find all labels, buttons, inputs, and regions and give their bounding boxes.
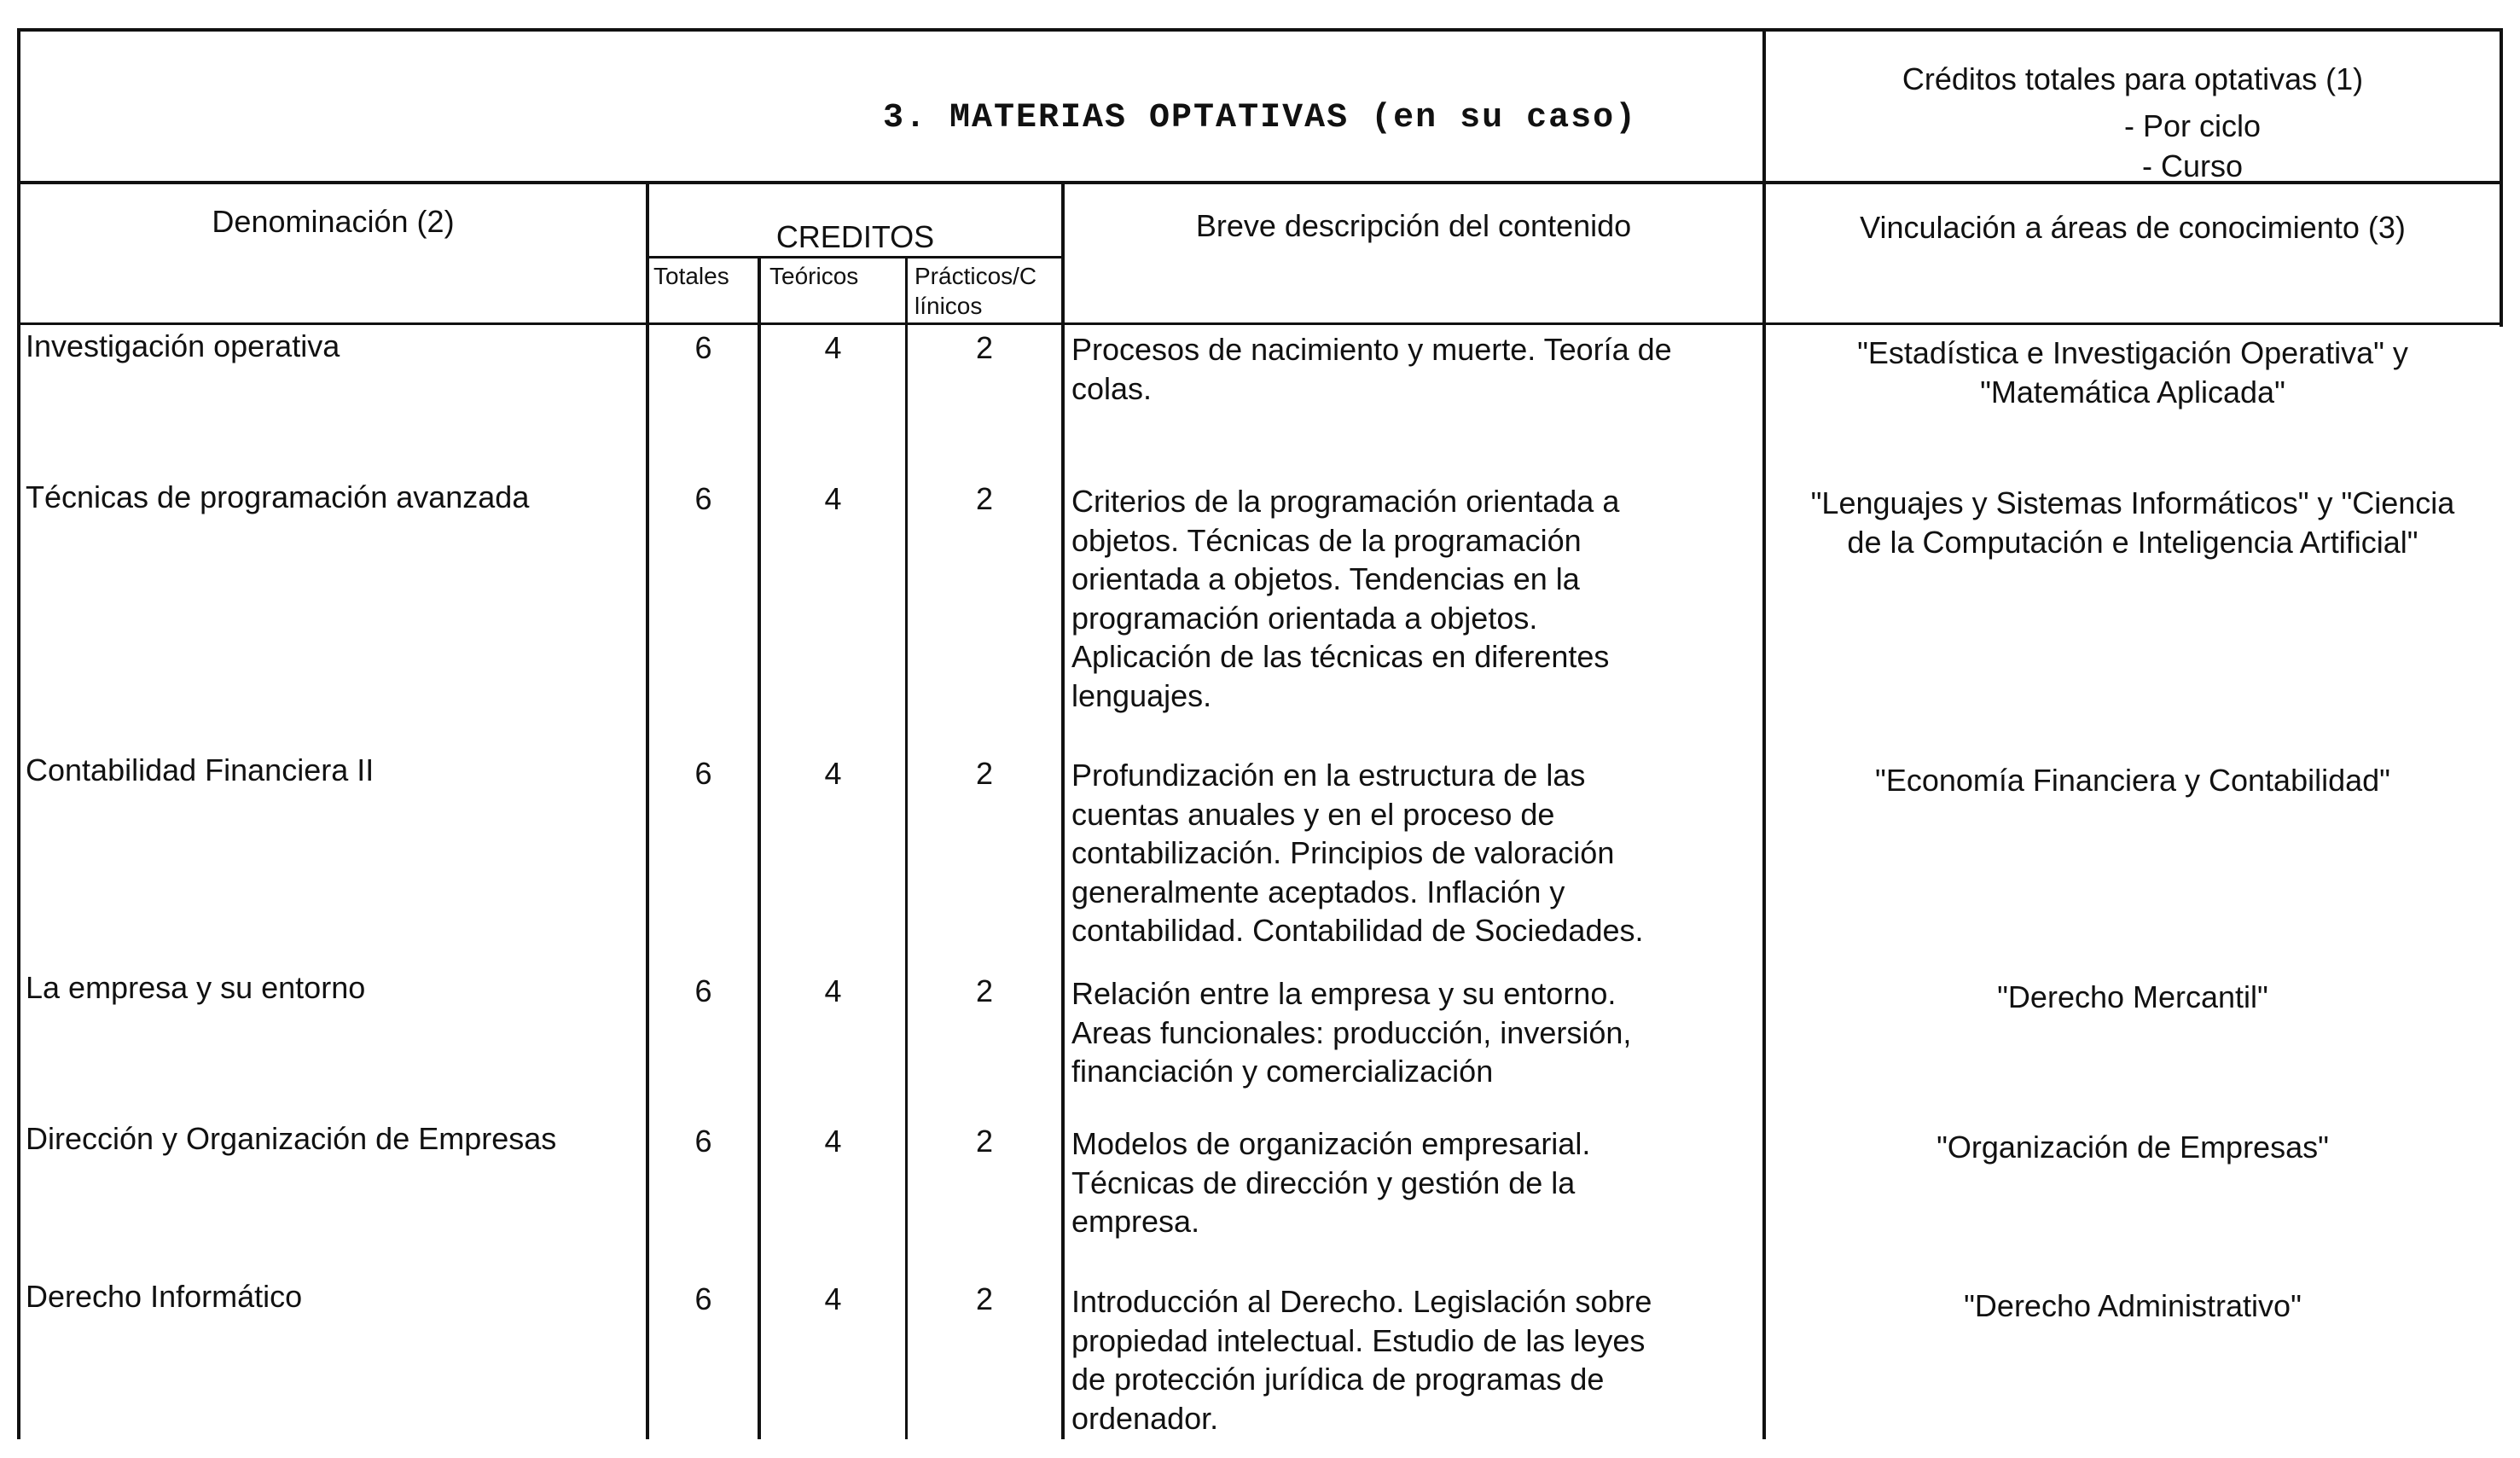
subject-name: Técnicas de programación avanzada	[26, 479, 530, 514]
header-practicos-line1: Prácticos/C	[915, 263, 1037, 289]
section-title: 3. MATERIAS OPTATIVAS (en su caso)	[883, 99, 1638, 137]
creditos-subheader-divider	[646, 256, 1063, 258]
content-description: Modelos de organización empresarial. Técnicas de dirección y gestión de la empresa.	[1071, 1126, 1591, 1239]
content-description: Relación entre la empresa y su entorno. Areas funcionales: producción, inversión, financiación y comercialización	[1071, 976, 1632, 1089]
header-teoricos: Teóricos	[769, 263, 859, 289]
knowledge-areas: "Organización de Empresas"	[1936, 1130, 2329, 1165]
column-header-divider	[17, 322, 2503, 325]
credits-practicos: 2	[975, 1281, 994, 1316]
header-totales: Totales	[653, 263, 729, 289]
subject-name: Derecho Informático	[26, 1279, 303, 1314]
header-practicos-line2: línicos	[915, 293, 983, 319]
descripcion-column-left-border	[1061, 183, 1065, 1439]
header-denominacion: Denominación (2)	[212, 204, 455, 239]
credits-totales: 6	[694, 756, 712, 791]
credits-teoricos: 4	[824, 1281, 842, 1316]
credits-teoricos: 4	[824, 973, 842, 1008]
credits-totales: 6	[694, 330, 712, 365]
content-description: Introducción al Derecho. Legislación sobre propiedad intelectual. Estudio de las leyes de protección jurídica de programas de ordenador.	[1071, 1284, 1652, 1436]
credits-totales: 6	[694, 973, 712, 1008]
subject-name: Investigación operativa	[26, 328, 340, 363]
practicos-column-left-border	[905, 256, 908, 1439]
content-description: Profundización en la estructura de las cuentas anuales y en el proceso de contabilización. Principios de valoración generalmente aceptados. Inflación y contabilidad. Contabilidad de Sociedades.	[1071, 758, 1644, 948]
credits-totales: 6	[694, 1281, 712, 1316]
credits-per-course-label: - Curso	[2141, 148, 2244, 183]
credits-teoricos: 4	[824, 1124, 842, 1159]
knowledge-areas: "Derecho Mercantil"	[1997, 979, 2268, 1014]
subject-name: Contabilidad Financiera II	[26, 752, 375, 787]
table-border-top	[17, 28, 2503, 32]
content-description: Procesos de nacimiento y muerte. Teoría de colas.	[1071, 332, 1672, 406]
credits-practicos: 2	[975, 973, 994, 1008]
subject-name: La empresa y su entorno	[26, 970, 366, 1005]
credits-teoricos: 4	[824, 481, 842, 516]
teoricos-column-left-border	[758, 256, 761, 1439]
credits-per-cycle-label: - Por ciclo	[2123, 108, 2262, 143]
knowledge-areas: "Estadística e Investigación Operativa" y "Matemática Aplicada"	[1857, 335, 2408, 410]
subject-name: Dirección y Organización de Empresas	[26, 1121, 557, 1156]
credits-practicos: 2	[975, 756, 994, 791]
credits-total-label: Créditos totales para optativas (1)	[1902, 61, 2364, 96]
content-description: Criterios de la programación orientada a objetos. Técnicas de la programación orientada a objetos. Tendencias en la programación orientada a objetos. Aplicación de las técnicas en diferentes lenguajes.	[1071, 484, 1620, 713]
credits-totales: 6	[694, 1124, 712, 1159]
knowledge-areas: "Lenguajes y Sistemas Informáticos" y "Ciencia de la Computación e Inteligencia Artificial"	[1810, 485, 2455, 560]
header-descripcion: Breve descripción del contenido	[1195, 208, 1632, 243]
header-vinculacion: Vinculación a áreas de conocimiento (3)	[1860, 210, 2406, 245]
credits-teoricos: 4	[824, 756, 842, 791]
credits-practicos: 2	[975, 1124, 994, 1159]
credits-practicos: 2	[975, 330, 994, 365]
knowledge-areas: "Derecho Administrativo"	[1964, 1288, 2302, 1323]
knowledge-areas: "Economía Financiera y Contabilidad"	[1875, 763, 2390, 798]
credits-totales: 6	[694, 481, 712, 516]
creditos-column-left-border	[646, 183, 649, 1439]
credits-teoricos: 4	[824, 330, 842, 365]
header-creditos: CREDITOS	[775, 219, 935, 254]
credits-practicos: 2	[975, 481, 994, 516]
